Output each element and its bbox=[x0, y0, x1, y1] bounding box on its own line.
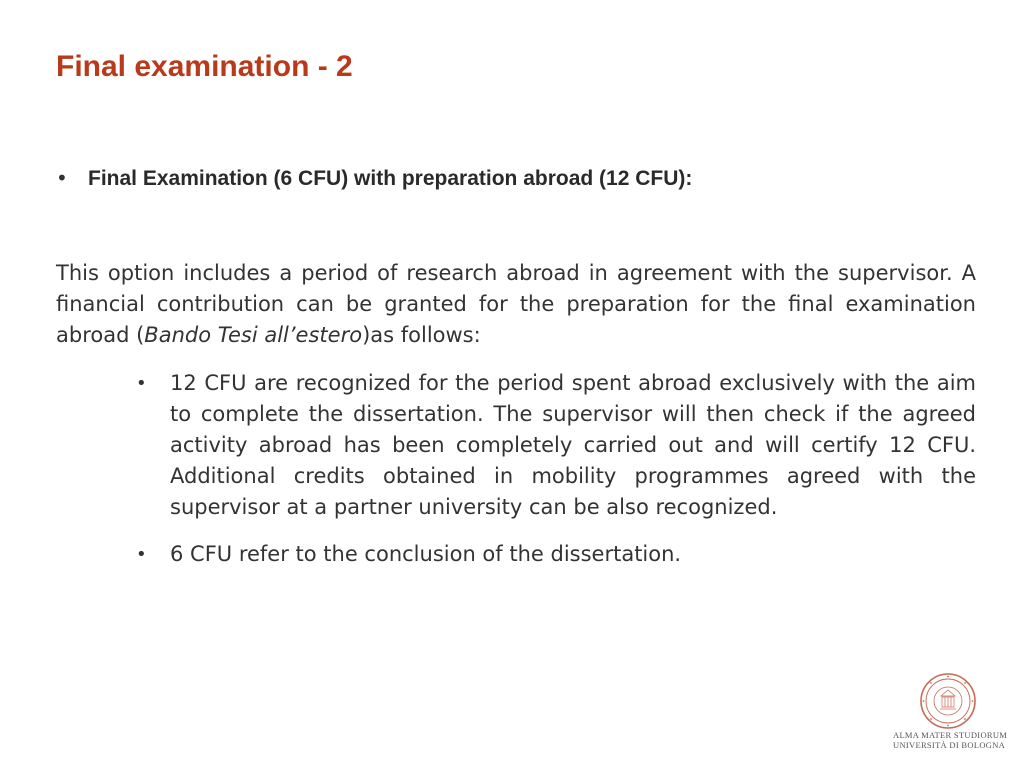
intro-text-end: )as follows: bbox=[362, 323, 481, 347]
university-seal-icon bbox=[919, 672, 977, 730]
top-bullet-text: Final Examination (6 CFU) with preparation abroad (12 CFU): bbox=[88, 167, 693, 190]
intro-paragraph bbox=[56, 258, 976, 351]
logo-text-line1: ALMA MATER STUDIORUM bbox=[893, 730, 1008, 740]
slide-title: Final examination - 2 bbox=[56, 50, 353, 83]
bullet-marker: • bbox=[136, 544, 147, 565]
list-item bbox=[136, 368, 976, 523]
intro-italic-text: Bando Tesi all’estero bbox=[144, 323, 363, 347]
intro-text-start: This option includes a period of research abroad in agreement with the supervisor. A financial contribution can be granted for the preparation for the final examination abroad ( bbox=[56, 261, 976, 347]
university-logo bbox=[893, 672, 1008, 750]
top-bullet-item bbox=[56, 166, 692, 191]
sub-bullet-list bbox=[136, 368, 976, 586]
list-item bbox=[136, 539, 976, 570]
bullet-marker: • bbox=[56, 166, 68, 190]
list-item-text: 12 CFU are recognized for the period spent abroad exclusively with the aim to complete the dissertation. The supervisor will then check if the agreed activity abroad has been completely carried out and will certify 12 CFU. Additional credits obtained in mobility programmes agreed with the supervisor at a partner university can be also recognized. bbox=[170, 371, 976, 519]
bullet-marker: • bbox=[136, 373, 147, 394]
list-item-text: 6 CFU refer to the conclusion of the dissertation. bbox=[170, 542, 682, 566]
logo-text-line2: UNIVERSITÀ DI BOLOGNA bbox=[893, 740, 1006, 750]
